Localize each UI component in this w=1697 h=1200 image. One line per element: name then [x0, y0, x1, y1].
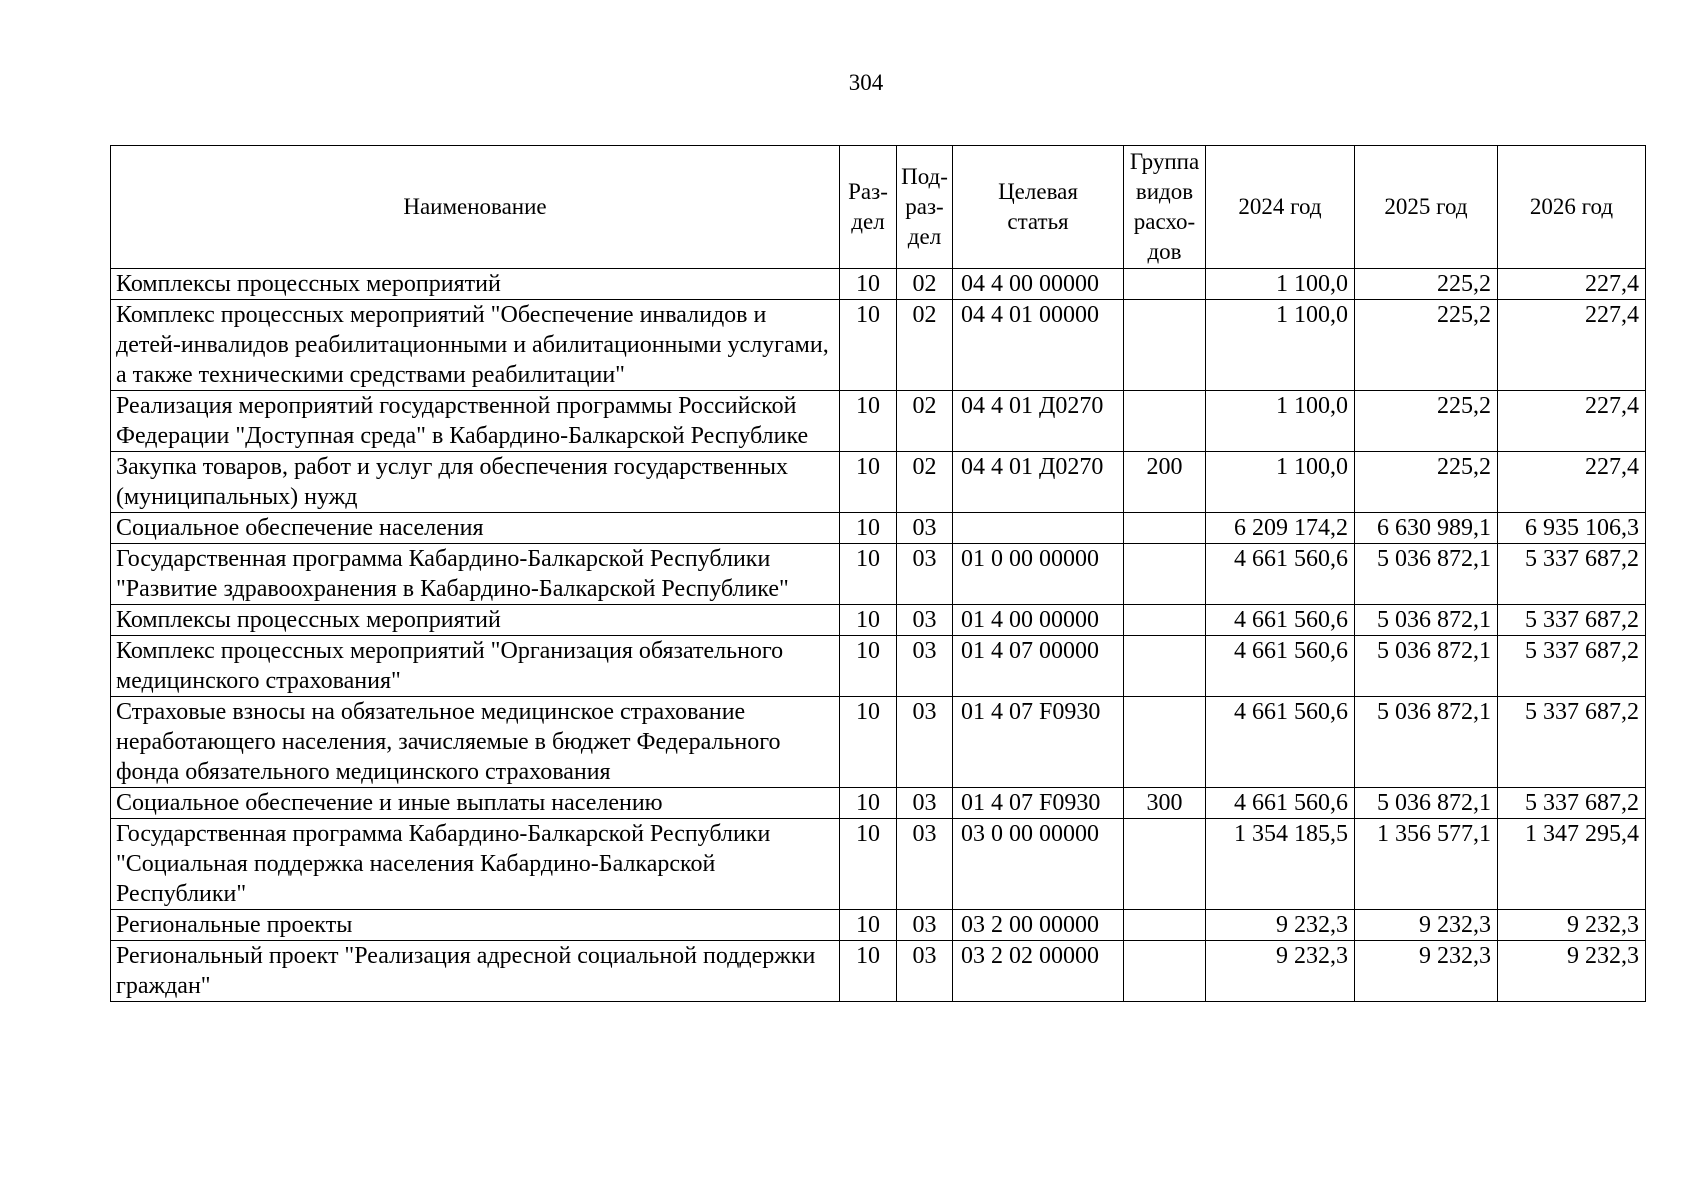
cell-razdel: 10	[840, 910, 897, 941]
table-row	[111, 636, 1646, 697]
table-row	[111, 941, 1646, 1002]
cell-amount-2024: 1 100,0	[1206, 269, 1355, 300]
budget-table	[110, 145, 1646, 1002]
cell-amount-2026: 227,4	[1498, 269, 1646, 300]
cell-razdel: 10	[840, 391, 897, 452]
cell-target-article: 04 4 00 00000	[953, 269, 1124, 300]
cell-name: Комплексы процессных мероприятий	[111, 605, 840, 636]
cell-amount-2024: 4 661 560,6	[1206, 788, 1355, 819]
cell-name: Комплекс процессных мероприятий "Организация обязательного медицинского страхования"	[111, 636, 840, 697]
cell-razdel: 10	[840, 452, 897, 513]
cell-amount-2025: 9 232,3	[1355, 910, 1498, 941]
cell-expense-group	[1124, 636, 1206, 697]
cell-expense-group	[1124, 941, 1206, 1002]
column-header-podrazdel: Под- раз- дел	[897, 146, 953, 269]
cell-podrazdel: 03	[897, 605, 953, 636]
cell-name: Закупка товаров, работ и услуг для обеспечения государственных (муниципальных) нужд	[111, 452, 840, 513]
cell-expense-group: 300	[1124, 788, 1206, 819]
cell-amount-2025: 225,2	[1355, 269, 1498, 300]
table-row	[111, 910, 1646, 941]
cell-amount-2024: 4 661 560,6	[1206, 636, 1355, 697]
cell-name: Региональный проект "Реализация адресной социальной поддержки граждан"	[111, 941, 840, 1002]
cell-amount-2024: 1 100,0	[1206, 300, 1355, 391]
page-number: 304	[848, 70, 884, 95]
cell-amount-2025: 6 630 989,1	[1355, 513, 1498, 544]
cell-target-article: 03 2 00 00000	[953, 910, 1124, 941]
cell-podrazdel: 03	[897, 819, 953, 910]
cell-amount-2026: 5 337 687,2	[1498, 605, 1646, 636]
cell-podrazdel: 02	[897, 452, 953, 513]
table-body	[111, 269, 1646, 1002]
cell-amount-2026: 5 337 687,2	[1498, 636, 1646, 697]
cell-amount-2026: 227,4	[1498, 391, 1646, 452]
cell-podrazdel: 03	[897, 941, 953, 1002]
cell-razdel: 10	[840, 513, 897, 544]
cell-target-article: 01 4 07 F0930	[953, 788, 1124, 819]
column-header-name: Наименование	[111, 146, 840, 269]
cell-podrazdel: 03	[897, 544, 953, 605]
cell-name: Государственная программа Кабардино-Балкарской Республики "Развитие здравоохранения в Кабардино-Балкарской Республике"	[111, 544, 840, 605]
cell-podrazdel: 03	[897, 788, 953, 819]
cell-amount-2025: 5 036 872,1	[1355, 636, 1498, 697]
table-row	[111, 605, 1646, 636]
column-header-2026: 2026 год	[1498, 146, 1646, 269]
cell-razdel: 10	[840, 819, 897, 910]
cell-expense-group: 200	[1124, 452, 1206, 513]
cell-amount-2025: 9 232,3	[1355, 941, 1498, 1002]
cell-amount-2024: 9 232,3	[1206, 941, 1355, 1002]
table-row	[111, 269, 1646, 300]
cell-amount-2025: 5 036 872,1	[1355, 697, 1498, 788]
cell-amount-2024: 9 232,3	[1206, 910, 1355, 941]
cell-name: Комплексы процессных мероприятий	[111, 269, 840, 300]
cell-amount-2026: 5 337 687,2	[1498, 544, 1646, 605]
cell-amount-2025: 225,2	[1355, 300, 1498, 391]
cell-name: Страховые взносы на обязательное медицинское страхование неработающего населения, зачисляемые в бюджет Федерального фонда обязательного медицинского страхования	[111, 697, 840, 788]
cell-amount-2024: 4 661 560,6	[1206, 697, 1355, 788]
cell-amount-2026: 227,4	[1498, 300, 1646, 391]
cell-name: Социальное обеспечение населения	[111, 513, 840, 544]
cell-amount-2025: 5 036 872,1	[1355, 544, 1498, 605]
table-row	[111, 513, 1646, 544]
cell-expense-group	[1124, 269, 1206, 300]
cell-name: Реализация мероприятий государственной программы Российской Федерации "Доступная среда" в Кабардино-Балкарской Республике	[111, 391, 840, 452]
cell-amount-2026: 9 232,3	[1498, 910, 1646, 941]
table-row	[111, 788, 1646, 819]
cell-expense-group	[1124, 300, 1206, 391]
cell-razdel: 10	[840, 605, 897, 636]
cell-amount-2025: 1 356 577,1	[1355, 819, 1498, 910]
cell-amount-2024: 4 661 560,6	[1206, 544, 1355, 605]
table-row	[111, 544, 1646, 605]
cell-amount-2025: 5 036 872,1	[1355, 788, 1498, 819]
cell-razdel: 10	[840, 544, 897, 605]
cell-amount-2026: 227,4	[1498, 452, 1646, 513]
table-row	[111, 819, 1646, 910]
cell-target-article: 04 4 01 Д0270	[953, 391, 1124, 452]
table-row	[111, 391, 1646, 452]
cell-name: Комплекс процессных мероприятий "Обеспечение инвалидов и детей-инвалидов реабилитационными и абилитационными услугами, а также техническими средствами реабилитации"	[111, 300, 840, 391]
cell-target-article: 01 4 07 00000	[953, 636, 1124, 697]
column-header-2024: 2024 год	[1206, 146, 1355, 269]
table-row	[111, 452, 1646, 513]
cell-target-article: 01 4 00 00000	[953, 605, 1124, 636]
cell-name: Региональные проекты	[111, 910, 840, 941]
cell-name: Социальное обеспечение и иные выплаты населению	[111, 788, 840, 819]
cell-target-article	[953, 513, 1124, 544]
cell-name: Государственная программа Кабардино-Балкарской Республики "Социальная поддержка населения Кабардино-Балкарской Республики"	[111, 819, 840, 910]
cell-amount-2026: 5 337 687,2	[1498, 697, 1646, 788]
cell-razdel: 10	[840, 636, 897, 697]
table-row	[111, 697, 1646, 788]
cell-expense-group	[1124, 605, 1206, 636]
cell-podrazdel: 02	[897, 269, 953, 300]
cell-target-article: 03 0 00 00000	[953, 819, 1124, 910]
cell-amount-2025: 5 036 872,1	[1355, 605, 1498, 636]
cell-podrazdel: 02	[897, 300, 953, 391]
cell-razdel: 10	[840, 697, 897, 788]
cell-podrazdel: 02	[897, 391, 953, 452]
cell-expense-group	[1124, 910, 1206, 941]
column-header-2025: 2025 год	[1355, 146, 1498, 269]
cell-amount-2024: 4 661 560,6	[1206, 605, 1355, 636]
cell-podrazdel: 03	[897, 636, 953, 697]
cell-amount-2025: 225,2	[1355, 391, 1498, 452]
cell-target-article: 01 4 07 F0930	[953, 697, 1124, 788]
cell-target-article: 03 2 02 00000	[953, 941, 1124, 1002]
cell-amount-2026: 5 337 687,2	[1498, 788, 1646, 819]
cell-podrazdel: 03	[897, 910, 953, 941]
cell-expense-group	[1124, 819, 1206, 910]
cell-razdel: 10	[840, 300, 897, 391]
cell-podrazdel: 03	[897, 513, 953, 544]
cell-amount-2024: 6 209 174,2	[1206, 513, 1355, 544]
cell-amount-2026: 9 232,3	[1498, 941, 1646, 1002]
cell-expense-group	[1124, 697, 1206, 788]
cell-target-article: 04 4 01 Д0270	[953, 452, 1124, 513]
header-row	[111, 146, 1646, 269]
cell-expense-group	[1124, 513, 1206, 544]
cell-podrazdel: 03	[897, 697, 953, 788]
column-header-expense-group: Группа видов расхо- дов	[1124, 146, 1206, 269]
cell-target-article: 01 0 00 00000	[953, 544, 1124, 605]
cell-razdel: 10	[840, 269, 897, 300]
cell-razdel: 10	[840, 788, 897, 819]
table-row	[111, 300, 1646, 391]
cell-expense-group	[1124, 391, 1206, 452]
cell-amount-2024: 1 100,0	[1206, 452, 1355, 513]
cell-amount-2026: 1 347 295,4	[1498, 819, 1646, 910]
cell-target-article: 04 4 01 00000	[953, 300, 1124, 391]
column-header-target-article: Целевая статья	[953, 146, 1124, 269]
cell-amount-2024: 1 100,0	[1206, 391, 1355, 452]
cell-expense-group	[1124, 544, 1206, 605]
cell-razdel: 10	[840, 941, 897, 1002]
cell-amount-2024: 1 354 185,5	[1206, 819, 1355, 910]
column-header-razdel: Раз- дел	[840, 146, 897, 269]
cell-amount-2026: 6 935 106,3	[1498, 513, 1646, 544]
cell-amount-2025: 225,2	[1355, 452, 1498, 513]
